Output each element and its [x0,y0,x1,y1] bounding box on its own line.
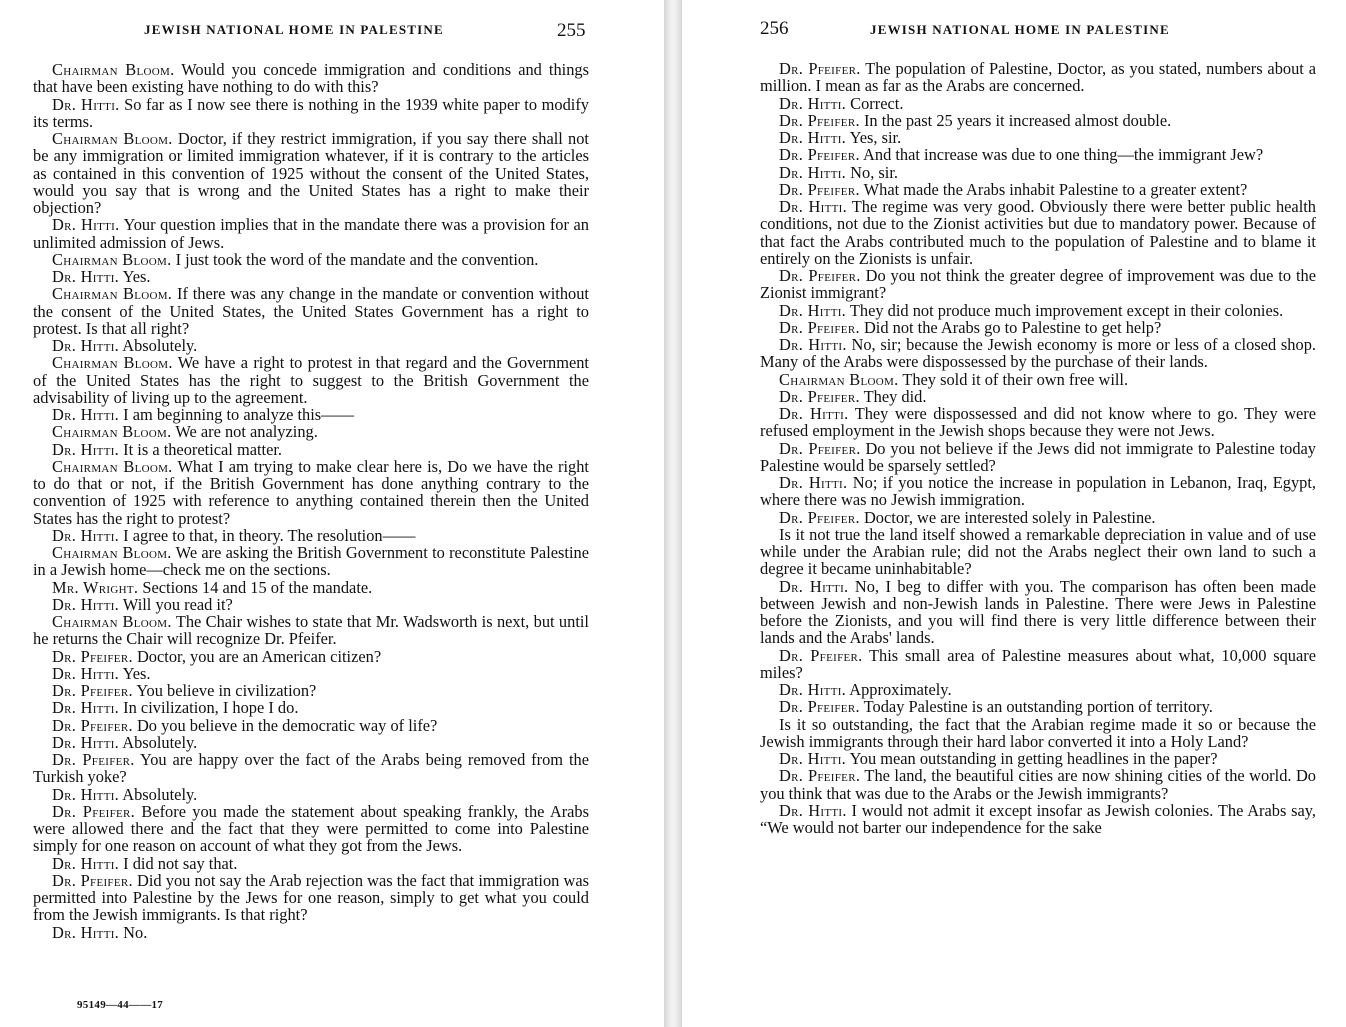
speaker-name: Dr. Hitti. [52,853,120,873]
speaker-name: Mr. Wright. [52,577,139,597]
testimony-paragraph [33,441,589,458]
speech-text: Did you not say the Arab rejection was the fact that immigration was permitted into Palestine by the Jews for one reason, simply to get what you could from the Jewish immigrants. Is that right? [33,870,590,925]
speaker-name: Dr. Pfeifer. [52,801,136,821]
testimony-paragraph [33,285,589,337]
speaker-name: Dr. Hitti. [779,404,849,423]
speech-text: Doctor, you are an American citizen? [132,646,382,666]
speech-text: The population of Palestine, Doctor, as you stated, numbers about a million. I mean as far as the Arabs are concerned. [760,59,1316,96]
speaker-name: Dr. Hitti. [52,405,120,424]
speech-text: In the past 25 years it increased almost double. [859,110,1172,130]
speaker-name: Dr. Hitti. [52,784,120,804]
speaker-name: Chairman Bloom. [52,60,175,79]
testimony-paragraph [33,786,589,803]
testimony-paragraph [760,405,1316,440]
book-gutter [664,0,682,1027]
testimony-paragraph [760,95,1316,112]
testimony-paragraph [33,61,589,96]
speech-text: No. [119,922,148,942]
testimony-paragraph [760,388,1316,405]
testimony-paragraph [33,717,589,734]
speaker-name: Chairman Bloom. [52,422,172,442]
body-text [760,60,1316,836]
speech-text: We have a right to protest in that regard and the Government of the United States has the right to suggest to the British Government the advisability of living up to the agreement. [33,353,589,407]
speech-text: This small area of Palestine measures about what, 10,000 square miles? [760,645,1317,682]
testimony-paragraph [33,596,589,613]
speaker-name: Dr. Pfeifer. [779,179,860,199]
testimony-paragraph [760,647,1316,682]
speaker-name: Chairman Bloom. [52,612,172,631]
speaker-name: Dr. Hitti. [52,336,120,355]
testimony-paragraph [760,164,1316,181]
speech-text: Today Palestine is an outstanding portion of territory. [859,697,1213,717]
speech-text: Absolutely. [119,732,198,752]
testimony-paragraph [760,267,1316,302]
speech-text: Is it not true the land itself showed a remarkable depreciation in value and of use while under the Arabian rule; did not the Arabs neglect their own land to such a degree it became uninhabitable? [760,524,1316,579]
testimony-paragraph [760,698,1316,715]
speaker-name: Dr. Hitti. [52,922,120,942]
speech-text: No, I beg to differ with you. The comparison has often been made between Jewish and non-Jewish lands in Palestine. There were Jews in Palestine before the Zionists, and you will find there is very little difference between their lands and the Arabs' lands. [760,576,1316,648]
speech-text: I am beginning to analyze this—— [119,405,354,424]
speaker-name: Dr. Hitti. [779,680,847,699]
testimony-paragraph [760,371,1316,388]
running-head: JEWISH NATIONAL HOME IN PALESTINE [870,22,1170,37]
testimony-paragraph [33,130,589,216]
speech-text: Absolutely. [119,784,198,804]
testimony-paragraph [33,699,589,716]
speech-text: You are happy over the fact of the Arabs being removed from the Turkish yoke? [33,750,589,787]
speaker-name: Dr. Pfeifer. [779,317,860,337]
testimony-paragraph [33,423,589,440]
speaker-name: Dr. Hitti. [779,162,847,182]
speech-text: So far as I now see there is nothing in the 1939 white paper to modify its terms. [33,94,589,131]
page-number: 256 [760,18,789,39]
testimony-paragraph [760,319,1316,336]
speaker-name: Dr. Hitti. [779,473,848,492]
speaker-name: Dr. Hitti. [52,267,120,286]
speech-text: They did. [859,386,927,406]
testimony-paragraph [33,251,589,268]
testimony-paragraph [760,181,1316,198]
speech-text: Yes. [119,663,151,683]
speech-text: What made the Arabs inhabit Palestine to a greater extent? [859,179,1248,199]
speech-text: Doctor, if they restrict immigration, if you say there shall not be any immigration or limited immigration whatever, if it is contrary to the articles as contained in this convention of 1925 without the consent of the United States, would you say that is wrong and the United States has a right to make their objection? [33,129,589,217]
speech-text: If there was any change in the mandate or convention without the consent of the United States, the United States Government has a right to protest. Is that all right? [33,284,589,338]
speaker-name: Dr. Pfeifer. [779,645,863,665]
testimony-paragraph [33,354,589,406]
speaker-name: Chairman Bloom. [52,353,173,373]
speech-text: Yes, sir. [846,128,902,147]
speaker-name: Dr. Hitti. [52,525,120,545]
speech-text: We are not analyzing. [171,422,318,442]
speech-text: Do you believe in the democratic way of life? [132,715,438,735]
testimony-paragraph [33,579,589,596]
speech-text: I did not say that. [119,853,238,873]
speaker-name: Dr. Pfeifer. [779,438,861,458]
speaker-name: Dr. Hitti. [779,576,849,596]
left-page [0,0,664,1027]
speaker-name: Dr. Pfeifer. [779,59,861,78]
speech-text: In civilization, I hope I do. [119,698,299,718]
speaker-name: Dr. Pfeifer. [52,646,133,666]
testimony-paragraph [33,268,589,285]
speaker-name: Dr. Hitti. [779,335,847,354]
speaker-name: Dr. Hitti. [52,698,120,718]
page-number: 255 [557,20,586,41]
speaker-name: Dr. Pfeifer. [779,266,861,285]
testimony-paragraph [760,112,1316,129]
speaker-name: Dr. Hitti. [779,93,847,113]
testimony-paragraph [760,509,1316,526]
testimony-paragraph [33,872,589,924]
speaker-name: Dr. Hitti. [52,663,120,683]
speech-text: No; if you notice the increase in population in Lebanon, Iraq, Egypt, where there was no Jewish immigration. [760,473,1316,510]
speech-text: Doctor, we are interested solely in Palestine. [859,507,1156,527]
running-head: JEWISH NATIONAL HOME IN PALESTINE [144,22,444,37]
speaker-name: Dr. Pfeifer. [779,507,860,527]
speech-text: It is a theoretical matter. [119,439,283,459]
speech-text: They sold it of their own free will. [898,369,1129,389]
speaker-name: Dr. Pfeifer. [779,110,860,130]
speech-text: No, sir; because the Jewish economy is more or less of a closed shop. Many of the Arabs were dispossessed by the purchase of their lands. [760,335,1316,372]
speech-text: Is it so outstanding, the fact that the Arabian regime made it so or because the Jewish immigrants through their hard labor converted it into a Holy Land? [760,714,1316,751]
speech-text: No, sir. [846,162,898,182]
testimony-paragraph [760,578,1316,647]
testimony-paragraph [760,681,1316,698]
testimony-paragraph [33,337,589,354]
speaker-name: Chairman Bloom. [52,543,172,562]
testimony-paragraph [33,527,589,544]
testimony-paragraph [760,716,1316,751]
testimony-paragraph [33,751,589,786]
speaker-name: Chairman Bloom. [52,284,173,304]
speech-text: Yes. [119,267,151,286]
speech-text: The Chair wishes to state that Mr. Wadsworth is next, but until he returns the Chair will recognize Dr. Pfeifer. [33,612,589,649]
testimony-paragraph [760,526,1316,578]
testimony-paragraph [760,336,1316,371]
testimony-paragraph [33,734,589,751]
speech-text: Sections 14 and 15 of the mandate. [138,577,373,597]
speaker-name: Dr. Hitti. [52,439,120,459]
speaker-name: Chairman Bloom. [52,129,173,148]
speech-text: Did not the Arabs go to Palestine to get help? [859,317,1162,337]
speech-text: Correct. [846,93,904,113]
speaker-name: Dr. Hitti. [52,215,120,235]
testimony-paragraph [760,129,1316,146]
speech-text: Absolutely. [119,336,198,355]
speaker-name: Dr. Hitti. [52,594,120,614]
body-text [33,61,589,941]
speech-text: Do you not think the greater degree of improvement was due to the Zionist immigrant? [760,266,1316,303]
speaker-name: Dr. Hitti. [52,94,120,114]
testimony-paragraph [760,440,1316,475]
speech-text: What I am trying to make clear here is, Do we have the right to do that or not, if the British Government has done anything contrary to the convention of 1925 with reference to anything contained therein then the United States has the right to protest? [33,456,589,528]
speaker-name: Chairman Bloom. [52,456,173,476]
speaker-name: Dr. Hitti. [779,749,847,768]
testimony-paragraph [33,855,589,872]
testimony-paragraph [760,60,1316,95]
speech-text: The land, the beautiful cities are now shining cities of the world. Do you think that was due to the Arabs or the Jewish immigrants? [760,766,1316,803]
speech-text: I agree to that, in theory. The resolution—— [119,525,416,545]
print-code: 95149—44——17 [77,999,164,1011]
testimony-paragraph [33,406,589,423]
testimony-paragraph [33,648,589,665]
speaker-name: Dr. Hitti. [52,732,120,752]
testimony-paragraph [760,146,1316,163]
speech-text: Do you not believe if the Jews did not immigrate to Palestine today Palestine would be sparsely settled? [760,438,1316,475]
speaker-name: Chairman Bloom. [52,249,172,269]
testimony-paragraph [760,802,1316,837]
speech-text: You believe in civilization? [132,681,317,700]
speaker-name: Dr. Pfeifer. [779,697,860,717]
testimony-paragraph [33,96,589,131]
testimony-paragraph [33,216,589,251]
speech-text: Will you read it? [119,594,233,614]
speaker-name: Dr. Pfeifer. [52,870,133,890]
speech-text: Before you made the statement about speaking frankly, the Arabs were allowed there and the fact that they were permitted to come into Palestine simply for one reason on account of what they got from the Jews. [33,801,589,856]
testimony-paragraph [760,767,1316,802]
testimony-paragraph [760,302,1316,319]
speaker-name: Dr. Pfeifer. [779,386,860,406]
speaker-name: Dr. Pfeifer. [779,766,861,786]
testimony-paragraph [33,613,589,648]
testimony-paragraph [760,750,1316,767]
testimony-paragraph [33,682,589,699]
testimony-paragraph [760,198,1316,267]
testimony-paragraph [33,458,589,527]
speaker-name: Dr. Hitti. [779,800,847,820]
testimony-paragraph [760,474,1316,509]
speech-text: The regime was very good. Obviously there were better public health conditions, not due to the Zionist activities but due to mandatory power. Because of that fact the Arabs contributed much to the population of Palestine and to blame it entirely on the Zionists is unfair. [760,197,1316,268]
speaker-name: Dr. Hitti. [779,197,848,216]
speech-text: Approximately. [846,680,952,699]
right-page [682,0,1346,1027]
speech-text: We are asking the British Government to reconstitute Palestine in a Jewish home—check me on the sections. [33,543,589,580]
speech-text: You mean outstanding in getting headlines in the paper? [846,749,1218,768]
speech-text: Would you concede immigration and conditions and things that have been existing have nothing to do with this? [33,60,590,97]
testimony-paragraph [33,803,589,855]
testimony-paragraph [33,544,589,579]
speech-text: Your question implies that in the mandate there was a provision for an unlimited admission of Jews. [33,215,589,252]
speaker-name: Dr. Hitti. [779,128,847,147]
speaker-name: Dr. Pfeifer. [52,750,135,769]
speech-text: And that increase was due to one thing—the immigrant Jew? [859,145,1264,165]
speaker-name: Chairman Bloom. [779,369,899,389]
speech-text: They did not produce much improvement except in their colonies. [846,300,1284,320]
speech-text: I would not admit it except insofar as Jewish colonies. The Arabs say, “We would not barter our independence for the sake [760,800,1316,837]
testimony-paragraph [33,924,589,941]
speech-text: I just took the word of the mandate and the convention. [171,249,539,269]
speaker-name: Dr. Pfeifer. [779,145,860,165]
testimony-paragraph [33,665,589,682]
speaker-name: Dr. Hitti. [779,300,847,320]
speaker-name: Dr. Pfeifer. [52,681,133,700]
speech-text: They were dispossessed and did not know where to go. They were refused employment in the Jewish shops because they were not Jews. [760,404,1316,441]
speaker-name: Dr. Pfeifer. [52,715,133,735]
